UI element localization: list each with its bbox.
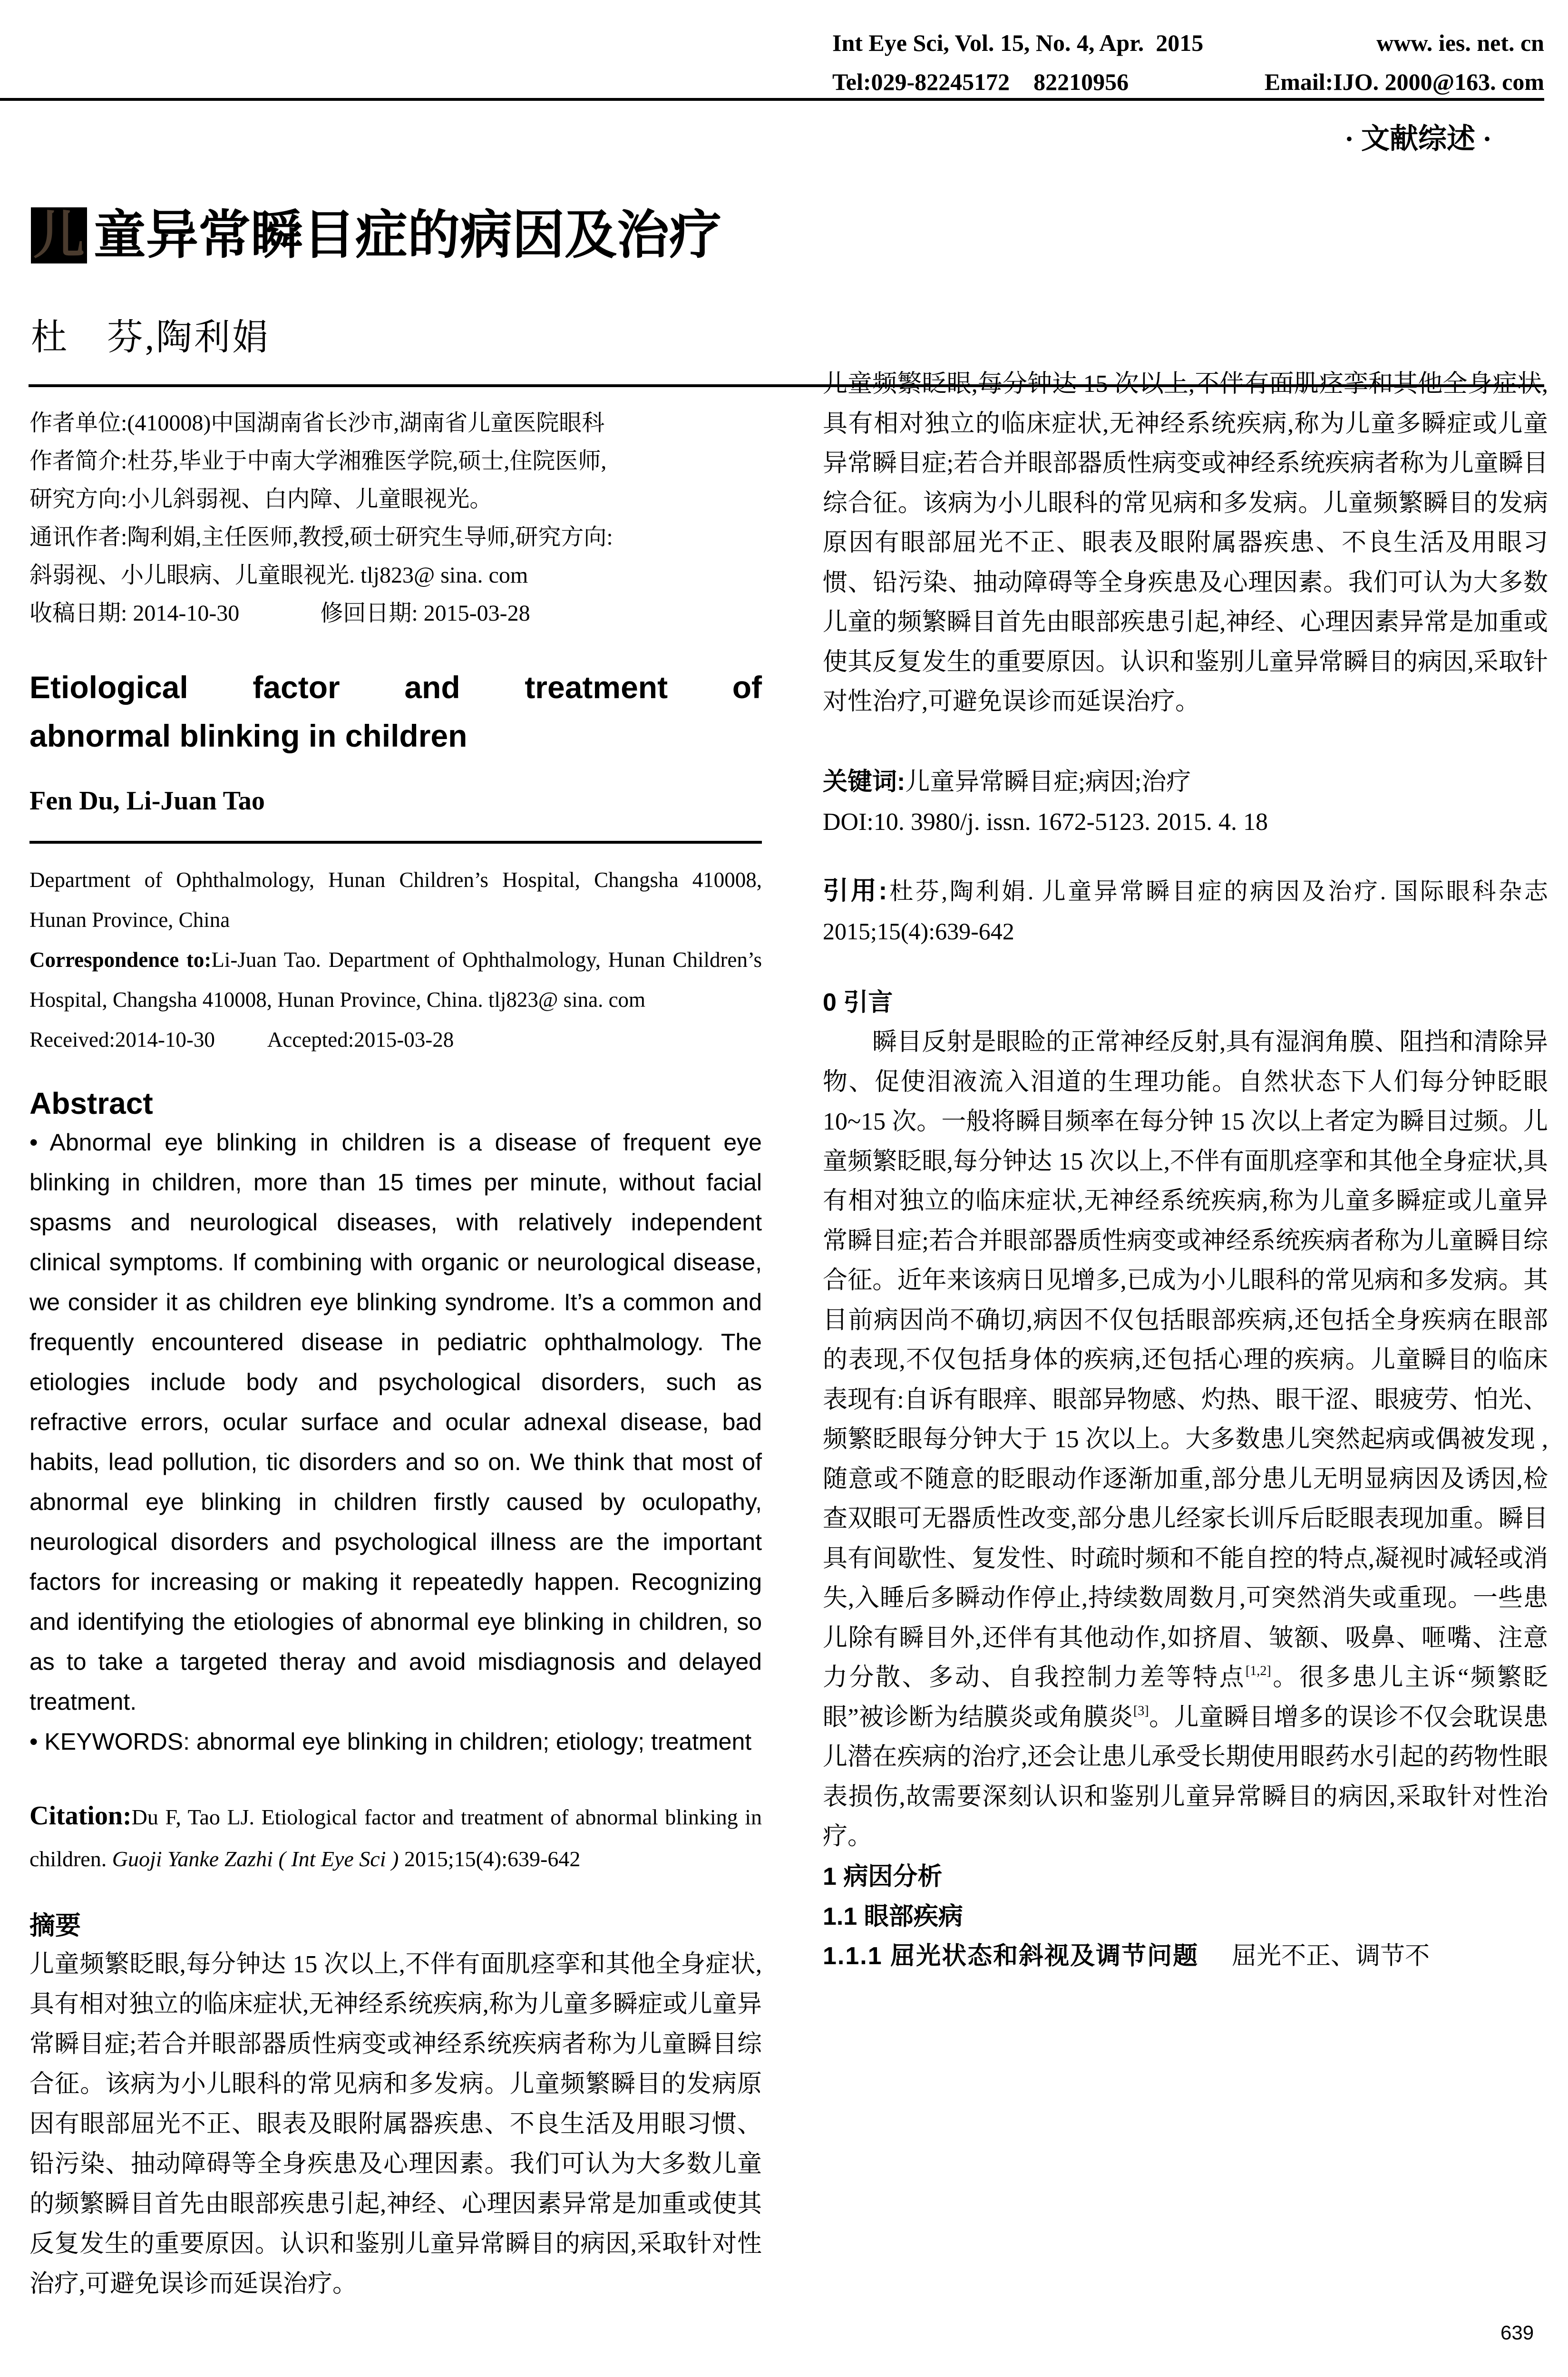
reference-3[interactable]: [3] [1133, 1703, 1149, 1718]
citation-journal: Guoji Yanke Zazhi ( Int Eye Sci ) [112, 1847, 399, 1871]
abstract-keywords: • KEYWORDS: abnormal eye blinking in children; etiology; treatment [29, 1728, 752, 1755]
author-bio-line2: 研究方向:小儿斜弱视、白内障、儿童眼视光。 [29, 487, 493, 512]
authors-cn: 杜 芬,陶利娟 [31, 318, 270, 358]
citation-cn-label: 引用: [823, 877, 887, 905]
journal-email: Email:IJO. 2000@163. com [1264, 68, 1544, 95]
doi: DOI:10. 3980/j. issn. 1672-5123. 2015. 4. 18 [823, 809, 1268, 836]
affiliation-en: Department of Ophthalmology, Hunan Children’s Hospital, Changsha 410008, Hunan Province, China [29, 868, 762, 932]
journal-tel: Tel:029-82245172 82210956 [832, 68, 1129, 95]
corresponding-author-line2: 斜弱视、小儿眼病、儿童眼视光. tlj823@ sina. com [29, 563, 528, 588]
intro-heading: 0 引言 [823, 989, 893, 1016]
section-1-1-1-heading: 1.1.1 屈光状态和斜视及调节问题 [823, 1942, 1199, 1970]
received-date-cn: 收稿日期: 2014-10-30 [29, 601, 240, 626]
received-date-en: Received:2014-10-30 [29, 1028, 215, 1052]
dates-en [29, 1020, 762, 1060]
authors-rule [29, 841, 762, 844]
citation-tail: 2015;15(4):639-642 [404, 1847, 581, 1871]
citation-en [29, 1795, 762, 1880]
section-1-1-1-text: 屈光不正、调节不 [1232, 1942, 1430, 1970]
correspondence-en [29, 940, 762, 1020]
abstract-heading: Abstract [29, 1086, 153, 1120]
dates-cn [29, 594, 762, 633]
correspondence-label: Correspondence to: [29, 948, 212, 972]
section-1-1-heading: 1.1 眼部疾病 [823, 1902, 963, 1930]
left-column [29, 404, 762, 2298]
title-en-line1: Etiological factor and treatment of [29, 670, 762, 705]
keywords-cn [823, 762, 1548, 802]
title-en-line2: abnormal blinking in children [29, 718, 467, 753]
section-tag: · 文献综述 · [1344, 123, 1492, 155]
intro-paragraph [823, 1023, 1548, 1857]
abstract-body: • Abnormal eye blinking in children is a disease of frequent eye blinking in children, more than 15 times per minute, without facial spasms and neurological diseases, with relatively independent clinical symptoms. If combining with organic or neurological disease, we consider it as children eye blinking syndrome. It’s a common and frequently encountered disease in pediatric ophthalmology. The etiologies include body and psychological disorders, such as refractive errors, ocular surface and ocular adnexal disease, bad habits, lead pollution, tic disorders and so on. We think that most of abnormal eye blinking in children firstly caused by oculopathy, neurological disorders and psychological illness are the important factors for increasing or making it repeatedly happen. Recognizing and identifying the etiologies of abnormal eye blinking in children, so as to take a targeted theray and avoid misdiagnosis and delayed treatment. [29, 1129, 762, 1715]
section-1-heading: 1 病因分析 [823, 1862, 943, 1890]
correspondence-text: Li-Juan Tao. Department of Ophthalmology, Hunan Children’s Hospital, Changsha 410008, Hunan Province, China. tlj823@ sina. com [29, 948, 762, 1012]
page-number: 639 [1500, 2321, 1534, 2344]
corresponding-author-line1: 通讯作者:陶利娟,主任医师,教授,硕士研究生导师,研究方向: [29, 525, 613, 550]
citation-cn [823, 871, 1548, 951]
intro-text-a: 瞬目反射是眼睑的正常神经反射,具有湿润角膜、阻挡和清除异物、促使泪液流入泪道的生理功能。自然状态下人们每分钟眨眼 10~15 次。一般将瞬目频率在每分钟 15 次以上者定为瞬目过频。儿童频繁眨眼,每分钟达 15 次以上,不伴有面肌痉挛和其他全身症状,具有相对独立的临床症状,无神经系统疾病,称为儿童多瞬症或儿童异常瞬目症;若合并眼部器质性病变或神经系统疾病者称为儿童瞬目综合征。近年来该病日见增多,已成为小儿眼科的常见病和多发病。其目前病因尚不确切,病因不仅包括眼部疾病,还包括全身疾病在眼部的表现,不仅包括身体的疾病,还包括心理的疾病。儿童瞬目的临床表现有:自诉有眼痒、眼部异物感、灼热、眼干涩、眼疲劳、怕光、频繁眨眼每分钟大于 15 次以上。大多数患儿突然起病或偶被发现 ,随意或不随意的眨眼动作逐渐加重,部分患儿无明显病因及诱因,检查双眼可无器质性改变,部分患儿经家长训斥后眨眼表现加重。瞬目具有间歇性、复发性、时疏时频和不能自控的特点,凝视时减轻或消失,入睡后多瞬动作停止,持续数周数月,可突然消失或重现。一些患儿除有瞬目外,还伴有其他动作,如挤眉、皱额、吸鼻、咂嘴、注意力分散、多动、自我控制力差等特点 [823, 1029, 1548, 1691]
reference-1-2[interactable]: [1,2] [1246, 1664, 1271, 1678]
author-bio-line1: 作者简介:杜芬,毕业于中南大学湘雅医学院,硕士,住院医师, [29, 448, 607, 474]
journal-info: Int Eye Sci, Vol. 15, No. 4, Apr. 2015 [832, 29, 1204, 56]
abstract-cn-heading: 摘要 [29, 1911, 81, 1940]
citation-label: Citation: [29, 1801, 132, 1831]
abstract-cn-continued [823, 370, 1548, 762]
title-text: 童异常瞬目症的病因及治疗 [94, 206, 721, 264]
journal-website: www. ies. net. cn [1376, 29, 1544, 56]
accepted-date-en: Accepted:2015-03-28 [267, 1028, 454, 1052]
article-title-cn [31, 205, 721, 266]
authors-en: Fen Du, Li-Juan Tao [29, 786, 265, 816]
abstract-cn-text: 儿童频繁眨眼,每分钟达 15 次以上,不伴有面肌痉挛和其他全身症状,具有相对独立的临床症状,无神经系统疾病,称为儿童多瞬症或儿童异常瞬目症;若合并眼部器质性病变或神经系统疾病者称为儿童瞬目综合征。该病为小儿眼科的常见病和多发病。儿童频繁瞬目的发病原因有眼部屈光不正、眼表及眼附属器疾患、不良生活及用眼习惯、铅污染、抽动障碍等全身疾患及心理因素。我们可认为大多数儿童的频繁瞬目首先由眼部疾患引起,神经、心理因素异常是加重或使其反复发生的重要原因。认识和鉴别儿童异常瞬目的病因,采取针对性治疗,可避免误诊而延误治疗。 [29, 1951, 762, 2298]
header-rule [0, 98, 1544, 101]
abstract-cn-body [29, 1945, 762, 2298]
citation-cn-text: 杜芬,陶利娟. 儿童异常瞬目症的病因及治疗. 国际眼科杂志 2015;15(4):639-642 [823, 878, 1549, 945]
keywords-cn-text: 儿童异常瞬目症;病因;治疗 [905, 769, 1191, 796]
section-1-1-1 [823, 1937, 1548, 1977]
article-title-en [29, 663, 762, 760]
revised-date-cn: 修回日期: 2015-03-28 [320, 601, 530, 626]
right-column [823, 370, 1549, 1976]
intro-text-b: 。很多患儿主诉“频繁眨眼”被诊断为结膜炎或角膜炎 [823, 1664, 1548, 1731]
citation-text: Du F, Tao LJ. Etiological factor and treatment of abnormal blinking in children. [29, 1805, 762, 1871]
abstract-cn-continued-text: 儿童频繁眨眼,每分钟达 15 次以上,不伴有面肌痉挛和其他全身症状,具有相对独立的临床症状,无神经系统疾病,称为儿童多瞬症或儿童异常瞬目症;若合并眼部器质性病变或神经系统疾病者称为儿童瞬目综合征。该病为小儿眼科的常见病和多发病。儿童频繁瞬目的发病原因有眼部屈光不正、眼表及眼附属器疾患、不良生活及用眼习惯、铅污染、抽动障碍等全身疾患及心理因素。我们可认为大多数儿童的频繁瞬目首先由眼部疾患引起,神经、心理因素异常是加重或使其反复发生的重要原因。认识和鉴别儿童异常瞬目的病因,采取针对性治疗,可避免误诊而延误治疗。 [823, 370, 1548, 715]
keywords-cn-label: 关键词: [823, 768, 906, 796]
title-dropcap: 儿 [31, 207, 87, 263]
intro-text-c: 。儿童瞬目增多的误诊不仅会耽误患儿潜在疾病的治疗,还会让患儿承受长期使用眼药水引起的药物性眼表损伤,故需要深刻认识和鉴别儿童异常瞬目的病因,采取针对性治疗。 [823, 1704, 1548, 1850]
author-affiliation: 作者单位:(410008)中国湖南省长沙市,湖南省儿童医院眼科 [29, 410, 605, 436]
